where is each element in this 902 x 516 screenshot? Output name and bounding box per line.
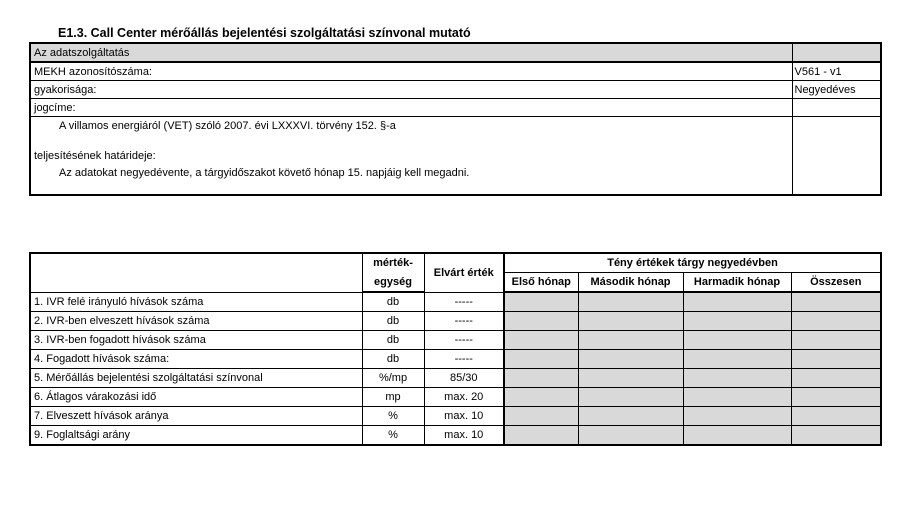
info-value-legal[interactable] [792,99,881,117]
input-total[interactable] [791,312,881,331]
row-expected: max. 10 [424,426,504,446]
table-row [30,426,881,446]
input-second-month[interactable] [578,350,683,369]
info-label-legal: jogcíme: [30,99,792,117]
input-second-month[interactable] [578,426,683,446]
info-blank-cell [792,117,881,135]
table-row [30,369,881,388]
input-total[interactable] [791,331,881,350]
input-second-month[interactable] [578,292,683,312]
table-row [30,312,881,331]
info-header-row [30,43,881,62]
info-label-id: MEKH azonosítószáma: [30,62,792,81]
spacer-cell [30,134,792,147]
deadline-label: teljesítésének határideje: [30,147,792,164]
label-column-header [30,253,362,292]
input-third-month[interactable] [683,292,791,312]
input-third-month[interactable] [683,388,791,407]
actual-values-group-header: Tény értékek tárgy negyedévben [504,253,881,273]
info-table [29,42,882,196]
row-unit: mp [362,388,424,407]
subcol-second-month: Második hónap [578,273,683,293]
row-unit: db [362,292,424,312]
row-label: 4. Fogadott hívások száma: [30,350,362,369]
row-unit: db [362,331,424,350]
row-label: 2. IVR-ben elveszett hívások száma [30,312,362,331]
info-row-id [30,62,881,81]
input-third-month[interactable] [683,331,791,350]
unit-header-line1: mérték- [362,253,424,273]
spacer-cell-right [792,134,881,147]
input-third-month[interactable] [683,407,791,426]
info-value-id[interactable]: V561 - v1 [792,62,881,81]
row-expected: max. 10 [424,407,504,426]
row-expected: ----- [424,331,504,350]
deadline-text: Az adatokat negyedévente, a tárgyidőszakot követő hónap 15. napjáig kell megadni. [30,164,792,181]
row-expected: 85/30 [424,369,504,388]
info-label-frequency: gyakorisága: [30,81,792,99]
table-row [30,350,881,369]
table-row [30,331,881,350]
input-second-month[interactable] [578,312,683,331]
input-total[interactable] [791,388,881,407]
input-third-month[interactable] [683,369,791,388]
input-first-month[interactable] [504,407,578,426]
row-expected: ----- [424,350,504,369]
data-table [29,252,882,446]
expected-header: Elvárt érték [424,253,504,292]
input-second-month[interactable] [578,331,683,350]
page-title: E1.3. Call Center mérőállás bejelentési szolgáltatási színvonal mutató [58,26,471,40]
input-total[interactable] [791,407,881,426]
row-label: 6. Átlagos várakozási idő [30,388,362,407]
input-total[interactable] [791,350,881,369]
input-first-month[interactable] [504,426,578,446]
input-first-month[interactable] [504,369,578,388]
input-third-month[interactable] [683,350,791,369]
info-header-blank [792,43,881,62]
row-unit: %/mp [362,369,424,388]
table-row [30,407,881,426]
row-expected: max. 20 [424,388,504,407]
info-header: Az adatszolgáltatás [30,43,792,62]
subcol-first-month: Első hónap [504,273,578,293]
input-second-month[interactable] [578,388,683,407]
row-expected: ----- [424,292,504,312]
info-value-frequency[interactable]: Negyedéves [792,81,881,99]
row-label: 3. IVR-ben fogadott hívások száma [30,331,362,350]
input-second-month[interactable] [578,407,683,426]
row-unit: db [362,350,424,369]
table-row [30,388,881,407]
row-label: 9. Foglaltsági arány [30,426,362,446]
row-label: 5. Mérőállás bejelentési szolgáltatási színvonal [30,369,362,388]
row-label: 7. Elveszett hívások aránya [30,407,362,426]
row-label: 1. IVR felé irányuló hívások száma [30,292,362,312]
input-third-month[interactable] [683,312,791,331]
info-row-frequency [30,81,881,99]
input-second-month[interactable] [578,369,683,388]
input-first-month[interactable] [504,350,578,369]
input-total[interactable] [791,369,881,388]
subcol-third-month: Harmadik hónap [683,273,791,293]
row-unit: % [362,407,424,426]
row-unit: % [362,426,424,446]
spacer-cell-right [792,181,881,195]
row-unit: db [362,312,424,331]
input-first-month[interactable] [504,388,578,407]
input-first-month[interactable] [504,312,578,331]
legal-basis-text: A villamos energiáról (VET) szóló 2007. évi LXXXVI. törvény 152. §-a [30,117,792,135]
data-header-row-1 [30,253,881,273]
input-total[interactable] [791,426,881,446]
input-total[interactable] [791,292,881,312]
info-row-legal [30,99,881,117]
row-expected: ----- [424,312,504,331]
info-blank-cell [792,147,881,164]
spacer-cell [30,181,792,195]
subcol-total: Összesen [791,273,881,293]
table-row [30,292,881,312]
input-first-month[interactable] [504,331,578,350]
info-blank-cell [792,164,881,181]
unit-header-line2: egység [362,273,424,293]
input-third-month[interactable] [683,426,791,446]
input-first-month[interactable] [504,292,578,312]
